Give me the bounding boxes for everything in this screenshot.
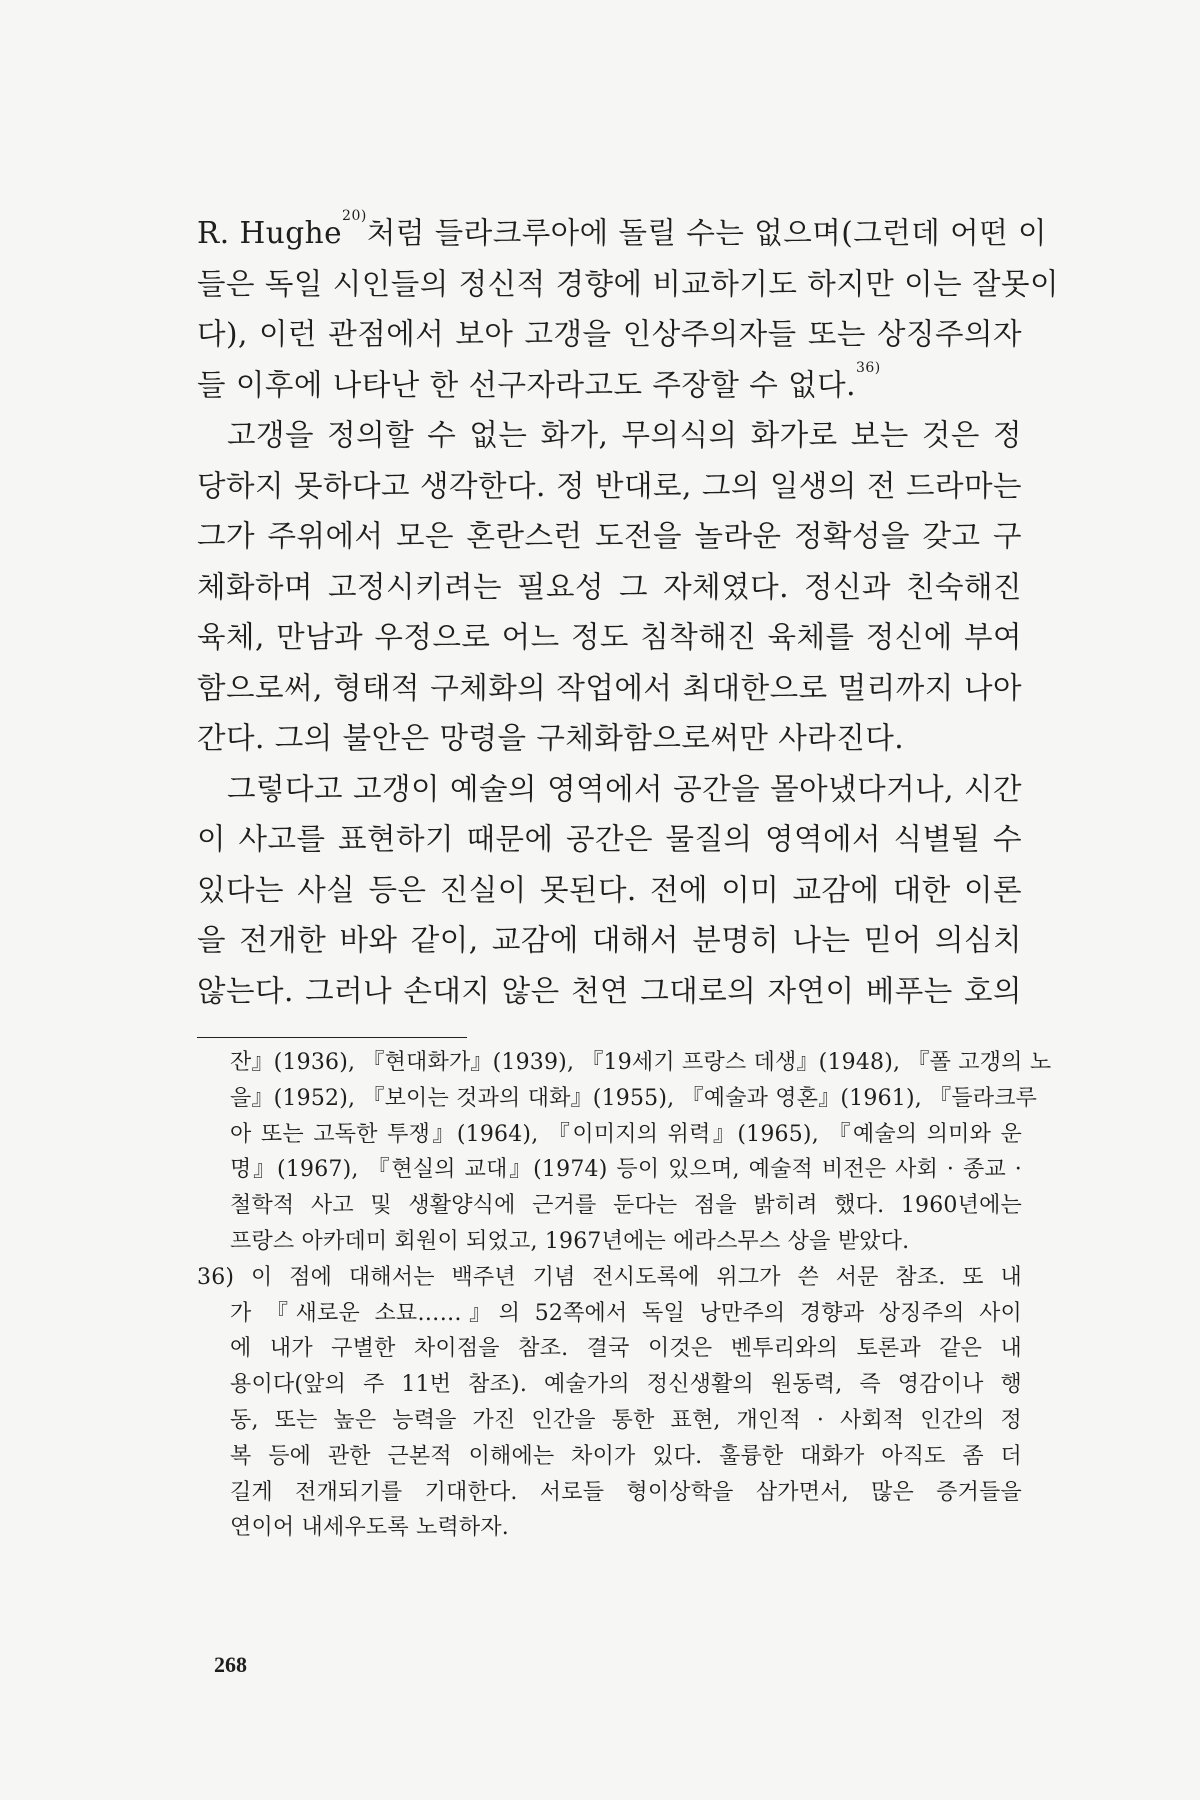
- footnote-ref: 20): [342, 208, 367, 224]
- footnote-line: 동, 또는 높은 능력을 가진 인간을 통한 표현, 개인적 · 사회적 인간의 정: [230, 1407, 1022, 1433]
- body-line: 간다. 그의 불안은 망령을 구체화함으로써만 사라진다.: [197, 721, 905, 755]
- footnote-line: 용이다(앞의 주 11번 참조). 예술가의 정신생활의 원동력, 즉 영감이나 행: [230, 1372, 1022, 1398]
- body-line: 고갱을 정의할 수 없는 화가, 무의식의 화가로 보는 것은 정: [227, 418, 1022, 452]
- body-line: 체화하며 고정시키려는 필요성 그 자체였다. 정신과 친숙해진: [197, 569, 1022, 604]
- body-line: 들은 독일 시인들의 정신적 경향에 비교하기도 하지만 이는 잘못이: [197, 266, 1059, 301]
- footnote-line: 가 『새로운 소묘……』의 52쪽에서 독일 낭만주의 경향과 상징주의 사이: [230, 1300, 1022, 1326]
- footnote-line: 명』(1967), 『현실의 교대』(1974) 등이 있으며, 예술적 비전은 사회 · 종교 ·: [230, 1157, 1022, 1183]
- body-line: 이 사고를 표현하기 때문에 공간은 물질의 영역에서 식별될 수: [197, 822, 1022, 856]
- footnotes: [197, 1045, 1052, 1546]
- footnote-line: 잔』(1936), 『현대화가』(1939), 『19세기 프랑스 데생』(1948), 『폴 고갱의 노: [230, 1050, 1052, 1075]
- footnote-line: 복 등에 관한 근본적 이해에는 차이가 있다. 훌륭한 대화가 아직도 좀 더: [230, 1443, 1022, 1469]
- footnote-line: 에 내가 구별한 차이점을 참조. 결국 이것은 벤투리와의 토론과 같은 내: [230, 1336, 1022, 1362]
- footnote-line: 을』(1952), 『보이는 것과의 대화』(1955), 『예술과 영혼』(1961), 『들라크루: [230, 1085, 1038, 1111]
- body-line: 함으로써, 형태적 구체화의 작업에서 최대한으로 멀리까지 나아: [197, 670, 1022, 705]
- footnote-line: 프랑스 아카데미 회원이 되었고, 1967년에는 에라스무스 상을 받았다.: [230, 1228, 910, 1254]
- body-line: 다), 이런 관점에서 보아 고갱을 인상주의자들 또는 상징주의자: [197, 317, 1022, 351]
- footnote-divider: [197, 1037, 467, 1038]
- body-line: R. Hughe$^{20)}$처럼 들라크루아에 돌릴 수는 없으며(그런데 어떤 이: [197, 208, 1048, 250]
- body-line: 않는다. 그러나 손대지 않은 천연 그대로의 자연이 베푸는 호의: [197, 973, 1022, 1008]
- footnote-line: 철학적 사고 및 생활양식에 근거를 둔다는 점을 밝히려 했다. 1960년에는: [230, 1193, 1022, 1219]
- page-number: 268: [214, 1652, 247, 1677]
- body-line: 있다는 사실 등은 진실이 못된다. 전에 이미 교감에 대한 이론: [197, 872, 1022, 907]
- body-line: 그렇다고 고갱이 예술의 영역에서 공간을 몰아냈다거나, 시간: [227, 771, 1022, 806]
- body-line: 당하지 못하다고 생각한다. 정 반대로, 그의 일생의 전 드라마는: [197, 468, 1022, 503]
- body-line: 을 전개한 바와 같이, 교감에 대해서 분명히 나는 믿어 의심치: [197, 923, 1022, 957]
- body-line: 들 이후에 나타난 한 선구자라고도 주장할 수 없다.$^{36)}$: [197, 359, 881, 402]
- body-line: 육체, 만남과 우정으로 어느 정도 침착해진 육체를 정신에 부여: [197, 620, 1022, 654]
- main-body-text: [197, 208, 1059, 1016]
- footnote-ref: 36): [855, 359, 881, 376]
- footnote-line: 36) 이 점에 대해서는 백주년 기념 전시도록에 위그가 쓴 서문 참조. 또 내: [197, 1264, 1022, 1290]
- footnote-line: 길게 전개되기를 기대한다. 서로들 형이상학을 삼가면서, 많은 증거들을: [230, 1479, 1022, 1505]
- body-line: 그가 주위에서 모은 혼란스런 도전을 놀라운 정확성을 갖고 구: [197, 519, 1022, 553]
- footnote-line: 연이어 내세우도록 노력하자.: [230, 1515, 510, 1541]
- footnote-line: 아 또는 고독한 투쟁』(1964), 『이미지의 위력』(1965), 『예술의 의미와 운: [230, 1121, 1022, 1147]
